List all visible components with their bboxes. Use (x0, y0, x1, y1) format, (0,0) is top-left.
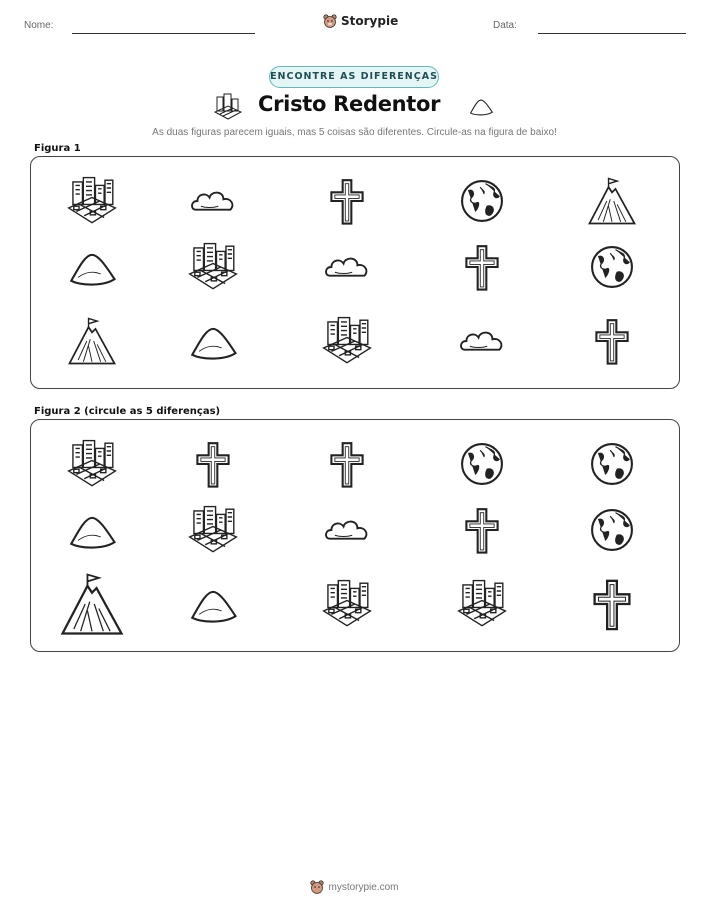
figure1-panel (30, 156, 680, 389)
cloud-icon (321, 241, 373, 293)
hill-icon[interactable] (187, 578, 239, 630)
cross-icon[interactable] (583, 575, 641, 633)
globe-icon (456, 175, 508, 227)
mountain-flag-icon[interactable] (58, 570, 126, 638)
hill-icon[interactable] (66, 504, 118, 556)
figure2-label: Figura 2 (circule as 5 diferenças) (34, 406, 221, 417)
title-row (0, 92, 709, 124)
globe-icon[interactable] (456, 438, 508, 490)
cloud-icon (187, 175, 239, 227)
bear-logo-icon (310, 880, 324, 894)
cross-icon[interactable] (456, 504, 508, 556)
city-icon (321, 315, 373, 367)
name-label: Nome: (24, 20, 54, 31)
name-line[interactable] (72, 33, 255, 34)
cross-icon[interactable] (321, 438, 373, 490)
mountain-flag-icon (66, 315, 118, 367)
cloud-icon (456, 315, 508, 367)
city-icon (212, 92, 244, 122)
cross-icon[interactable] (187, 438, 239, 490)
city-icon[interactable] (321, 578, 373, 630)
mountain-flag-icon (586, 175, 638, 227)
find-differences-badge: ENCONTRE AS DIFERENÇAS (269, 66, 439, 88)
hill-icon (66, 241, 118, 293)
hill-icon (465, 94, 497, 120)
city-icon[interactable] (66, 438, 118, 490)
city-icon[interactable] (456, 578, 508, 630)
hill-icon (187, 315, 239, 367)
cross-icon (586, 315, 638, 367)
city-icon (187, 241, 239, 293)
figure1-label: Figura 1 (34, 143, 81, 154)
figure2-panel[interactable] (30, 419, 680, 652)
city-icon[interactable] (187, 504, 239, 556)
date-label: Data: (493, 20, 517, 31)
brand-name: Storypie (341, 14, 399, 28)
date-line[interactable] (538, 33, 686, 34)
page-title: Cristo Redentor (258, 92, 441, 116)
cross-icon (321, 175, 373, 227)
globe-icon[interactable] (586, 438, 638, 490)
instructions: As duas figuras parecem iguais, mas 5 coisas são diferentes. Circule-as na figura de baixo! (152, 127, 557, 138)
globe-icon (586, 241, 638, 293)
brand-logo (323, 14, 398, 28)
cross-icon (456, 241, 508, 293)
footer (0, 880, 709, 894)
worksheet-header (0, 14, 709, 38)
city-icon (66, 175, 118, 227)
bear-logo-icon (323, 14, 337, 28)
cloud-icon[interactable] (321, 504, 373, 556)
globe-icon[interactable] (586, 504, 638, 556)
footer-url: mystorypie.com (328, 881, 399, 893)
